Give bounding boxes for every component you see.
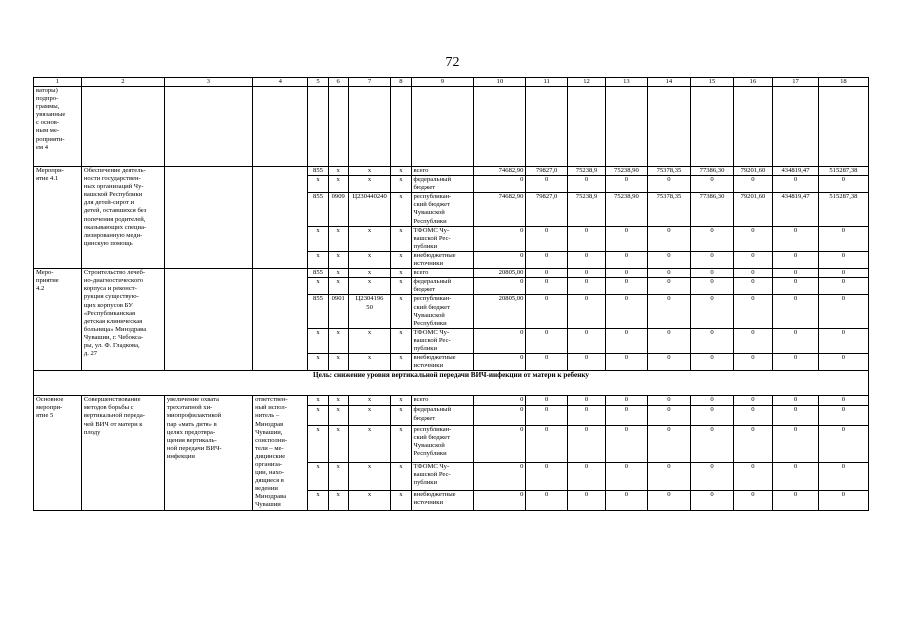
amount-cell: 0 [818, 425, 868, 462]
amount-cell: 0 [474, 425, 526, 462]
code-cell: x [391, 406, 411, 425]
amount-cell: 0 [733, 463, 772, 491]
code-cell: Ц2304196 50 [348, 295, 391, 328]
funding-source: республикан- ский бюджет Чувашской Республики [411, 425, 474, 462]
amount-cell: 0 [818, 463, 868, 491]
code-cell: x [308, 176, 328, 193]
code-cell: x [348, 406, 391, 425]
amount-cell: 0 [733, 226, 772, 251]
amount-cell: 0 [526, 269, 567, 278]
code-cell: x [391, 251, 411, 268]
code-cell: x [391, 425, 411, 462]
amount-cell: 0 [474, 396, 526, 406]
funding-source: республикан- ский бюджет Чувашской Республики [411, 295, 474, 328]
amount-cell: 0 [567, 396, 605, 406]
header-cell: 18 [818, 78, 868, 87]
amount-cell: 0 [733, 406, 772, 425]
amount-cell: 0 [818, 251, 868, 268]
amount-cell: 0 [606, 226, 647, 251]
code-cell: x [328, 396, 348, 406]
header-cell: 9 [411, 78, 474, 87]
amount-cell: 0 [818, 396, 868, 406]
code-cell: x [328, 491, 348, 510]
amount-cell: 0 [606, 176, 647, 193]
amount-cell: 75238,90 [606, 193, 647, 226]
amount-cell: 0 [567, 251, 605, 268]
amount-cell: 0 [691, 295, 734, 328]
amount-cell: 0 [567, 278, 605, 295]
amount-cell: 0 [733, 396, 772, 406]
budget-row [34, 396, 869, 406]
amount-cell: 75238,90 [606, 167, 647, 176]
code-cell: x [308, 251, 328, 268]
budget-row [34, 269, 869, 278]
amount-cell: 515287,38 [818, 167, 868, 176]
code-cell: x [348, 463, 391, 491]
code-cell: x [328, 176, 348, 193]
code-cell: x [391, 295, 411, 328]
amount-cell: 0 [526, 176, 567, 193]
amount-cell: 0 [647, 354, 691, 371]
amount-cell: 0 [606, 491, 647, 510]
code-cell: x [328, 226, 348, 251]
header-cell: 17 [773, 78, 819, 87]
amount-cell: 434819,47 [773, 193, 819, 226]
amount-cell: 0 [773, 425, 819, 462]
code-cell: x [391, 193, 411, 226]
amount-cell: 0 [773, 396, 819, 406]
code-cell: Ц230440240 [348, 193, 391, 226]
measure-label: Основное меропри- ятие 5 [34, 396, 82, 510]
amount-cell: 0 [567, 295, 605, 328]
header-cell: 3 [164, 78, 252, 87]
header-cell: 2 [81, 78, 164, 87]
code-cell: x [348, 167, 391, 176]
amount-cell: 0 [773, 406, 819, 425]
funding-source: федеральный бюджет [411, 278, 474, 295]
amount-cell: 79201,60 [733, 193, 772, 226]
code-cell: x [348, 328, 391, 353]
amount-cell: 0 [818, 328, 868, 353]
code-cell: x [348, 278, 391, 295]
amount-cell: 20805,00 [474, 269, 526, 278]
amount-cell: 0 [818, 176, 868, 193]
amount-cell: 0 [691, 406, 734, 425]
amount-cell: 0 [691, 328, 734, 353]
amount-cell: 0 [773, 269, 819, 278]
code-cell: x [348, 226, 391, 251]
amount-cell: 0 [733, 354, 772, 371]
amount-cell: 0 [733, 278, 772, 295]
goal-heading: Цель: снижение уровня вертикальной передачи ВИЧ-инфекции от матери к ребенку [34, 371, 869, 396]
amount-cell: 79827,0 [526, 193, 567, 226]
code-cell: x [348, 176, 391, 193]
measure-label: Меро- приятие 4.2 [34, 269, 82, 371]
funding-source: всего [411, 396, 474, 406]
amount-cell: 0 [733, 251, 772, 268]
code-cell: x [308, 354, 328, 371]
code-cell: x [391, 491, 411, 510]
expected-result-cell [164, 269, 252, 371]
amount-cell: 0 [773, 463, 819, 491]
code-cell: x [348, 396, 391, 406]
amount-cell: 0 [606, 425, 647, 462]
code-cell: x [328, 354, 348, 371]
code-cell: x [348, 491, 391, 510]
header-cell: 5 [308, 78, 328, 87]
expected-result-cell: увеличение охвата трехэтапной хи- миопрофилактикой пар «мать дитя» в целях предотвра- щения вертикаль- ной передачи ВИЧ- инфекции [164, 396, 252, 510]
continuation-text: ваторы) подпро- граммы, увязанные с основ- ным ме- роприяти- ем 4 [34, 87, 82, 167]
header-cell: 8 [391, 78, 411, 87]
amount-cell: 0 [647, 251, 691, 268]
amount-cell: 0 [474, 226, 526, 251]
header-cell: 14 [647, 78, 691, 87]
code-cell: x [308, 396, 328, 406]
amount-cell: 0 [818, 491, 868, 510]
header-cell: 13 [606, 78, 647, 87]
amount-cell: 0 [691, 491, 734, 510]
funding-source: федеральный бюджет [411, 406, 474, 425]
amount-cell: 75238,9 [567, 167, 605, 176]
amount-cell: 0 [606, 354, 647, 371]
amount-cell: 0 [567, 354, 605, 371]
executor-cell [253, 269, 308, 371]
amount-cell: 0 [691, 354, 734, 371]
header-cell: 4 [253, 78, 308, 87]
amount-cell: 0 [647, 278, 691, 295]
funding-source: ТФОМС Чу- вашской Рес- публики [411, 328, 474, 353]
amount-cell: 75378,35 [647, 193, 691, 226]
amount-cell: 0 [818, 269, 868, 278]
amount-cell: 0 [606, 269, 647, 278]
funding-source: республикан- ский бюджет Чувашской Республики [411, 193, 474, 226]
amount-cell: 0 [567, 176, 605, 193]
amount-cell: 0 [733, 328, 772, 353]
code-cell: 0909 [328, 193, 348, 226]
code-cell: x [308, 406, 328, 425]
funding-source: ТФОМС Чу- вашской Рес- публики [411, 463, 474, 491]
amount-cell: 0 [526, 295, 567, 328]
amount-cell: 0 [733, 295, 772, 328]
amount-cell: 0 [526, 406, 567, 425]
code-cell: x [328, 167, 348, 176]
amount-cell: 0 [526, 328, 567, 353]
amount-cell: 0 [474, 406, 526, 425]
measure-description: Совершенствование методов борьбы с вертикальной переда- чей ВИЧ от матери к плоду [81, 396, 164, 510]
amount-cell: 0 [567, 328, 605, 353]
amount-cell: 79201,60 [733, 167, 772, 176]
amount-cell: 0 [773, 491, 819, 510]
amount-cell: 0 [526, 278, 567, 295]
measure-description: Обеспечение деятель- ности государствен- ных организаций Чу- вашской Республики для детей-сирот и детей, оставшихся без попечения родителей, оказывающих специа- лизированную меди- цинскую помощь [81, 167, 164, 269]
amount-cell: 0 [818, 278, 868, 295]
code-cell: 855 [308, 167, 328, 176]
code-cell: x [328, 251, 348, 268]
amount-cell: 0 [474, 278, 526, 295]
amount-cell: 0 [691, 269, 734, 278]
funding-source: ТФОМС Чу- вашской Рес- публики [411, 226, 474, 251]
measure-description: Строительство лечеб- но-диагностического корпуса и реконст- рукция существую- щих корпусов БУ «Республиканская детская клиническая больница» Минздрава Чувашии, г. Чебокса- ры, ул. Ф. Гладкова, д. 27 [81, 269, 164, 371]
header-cell: 7 [348, 78, 391, 87]
amount-cell: 0 [606, 295, 647, 328]
program-table [33, 77, 869, 511]
code-cell: x [308, 226, 328, 251]
code-cell: 0901 [328, 295, 348, 328]
amount-cell: 0 [733, 491, 772, 510]
code-cell: x [391, 278, 411, 295]
amount-cell: 0 [691, 278, 734, 295]
funding-source: всего [411, 167, 474, 176]
amount-cell: 0 [733, 425, 772, 462]
amount-cell: 0 [818, 354, 868, 371]
code-cell: x [391, 226, 411, 251]
amount-cell: 0 [474, 463, 526, 491]
code-cell: x [308, 491, 328, 510]
code-cell: x [391, 396, 411, 406]
code-cell: x [328, 463, 348, 491]
executor-cell [253, 167, 308, 269]
code-cell: x [308, 425, 328, 462]
amount-cell: 79827,0 [526, 167, 567, 176]
funding-source: внебюджетные источники [411, 491, 474, 510]
amount-cell: 0 [818, 295, 868, 328]
funding-source: внебюджетные источники [411, 354, 474, 371]
amount-cell: 74682,90 [474, 193, 526, 226]
amount-cell: 0 [526, 463, 567, 491]
code-cell: x [391, 328, 411, 353]
amount-cell: 0 [606, 396, 647, 406]
amount-cell: 0 [733, 176, 772, 193]
code-cell: 855 [308, 269, 328, 278]
amount-cell: 77386,30 [691, 193, 734, 226]
amount-cell: 20805,00 [474, 295, 526, 328]
code-cell: x [348, 251, 391, 268]
amount-cell: 0 [773, 278, 819, 295]
funding-source: внебюджетные источники [411, 251, 474, 268]
amount-cell: 0 [773, 251, 819, 268]
amount-cell: 0 [691, 425, 734, 462]
amount-cell: 77386,30 [691, 167, 734, 176]
amount-cell: 0 [733, 269, 772, 278]
amount-cell: 0 [526, 491, 567, 510]
amount-cell: 434819,47 [773, 167, 819, 176]
amount-cell: 0 [474, 354, 526, 371]
amount-cell: 0 [606, 328, 647, 353]
code-cell: x [391, 167, 411, 176]
amount-cell: 0 [647, 295, 691, 328]
header-cell: 6 [328, 78, 348, 87]
amount-cell: 0 [567, 463, 605, 491]
code-cell: x [328, 328, 348, 353]
code-cell: x [328, 269, 348, 278]
header-row [34, 78, 869, 87]
amount-cell: 0 [691, 463, 734, 491]
header-cell: 11 [526, 78, 567, 87]
amount-cell: 0 [773, 295, 819, 328]
amount-cell: 0 [691, 226, 734, 251]
header-cell: 15 [691, 78, 734, 87]
code-cell: x [348, 269, 391, 278]
amount-cell: 0 [647, 491, 691, 510]
amount-cell: 75378,35 [647, 167, 691, 176]
budget-row [34, 167, 869, 176]
amount-cell: 0 [567, 406, 605, 425]
amount-cell: 0 [647, 396, 691, 406]
amount-cell: 0 [818, 406, 868, 425]
code-cell: x [308, 328, 328, 353]
amount-cell: 0 [567, 425, 605, 462]
code-cell: 855 [308, 193, 328, 226]
funding-source: всего [411, 269, 474, 278]
code-cell: x [328, 278, 348, 295]
amount-cell: 0 [773, 328, 819, 353]
amount-cell: 0 [526, 396, 567, 406]
amount-cell: 0 [606, 463, 647, 491]
code-cell: x [391, 176, 411, 193]
amount-cell: 0 [773, 176, 819, 193]
amount-cell: 0 [647, 269, 691, 278]
continuation-row [34, 87, 869, 167]
amount-cell: 0 [526, 251, 567, 268]
goal-row [34, 371, 869, 396]
amount-cell: 0 [647, 406, 691, 425]
code-cell: x [348, 425, 391, 462]
amount-cell: 0 [474, 176, 526, 193]
amount-cell: 515287,38 [818, 193, 868, 226]
amount-cell: 0 [567, 269, 605, 278]
code-cell: x [308, 463, 328, 491]
amount-cell: 75238,9 [567, 193, 605, 226]
code-cell: x [391, 463, 411, 491]
amount-cell: 0 [606, 406, 647, 425]
amount-cell: 0 [526, 226, 567, 251]
amount-cell: 0 [526, 425, 567, 462]
code-cell: x [348, 354, 391, 371]
header-cell: 10 [474, 78, 526, 87]
amount-cell: 0 [647, 463, 691, 491]
amount-cell: 0 [526, 354, 567, 371]
amount-cell: 0 [818, 226, 868, 251]
code-cell: x [328, 406, 348, 425]
header-cell: 12 [567, 78, 605, 87]
page-number: 72 [445, 55, 460, 70]
header-cell: 16 [733, 78, 772, 87]
code-cell: x [308, 278, 328, 295]
amount-cell: 0 [647, 226, 691, 251]
amount-cell: 0 [647, 425, 691, 462]
code-cell: 855 [308, 295, 328, 328]
amount-cell: 0 [567, 491, 605, 510]
amount-cell: 0 [647, 328, 691, 353]
amount-cell: 0 [691, 396, 734, 406]
table-body [34, 78, 869, 511]
executor-cell: ответствен- ный испол- нитель – Минздрав Чувашии, соисполни- тели – ме- дицинские организа- ции, нахо- дящиеся в ведении Минздрава Чувашии [253, 396, 308, 510]
amount-cell: 0 [606, 278, 647, 295]
amount-cell: 0 [606, 251, 647, 268]
amount-cell: 0 [474, 251, 526, 268]
funding-source: федеральный бюджет [411, 176, 474, 193]
measure-label: Меропри- ятие 4.1 [34, 167, 82, 269]
amount-cell: 0 [567, 226, 605, 251]
amount-cell: 0 [773, 226, 819, 251]
amount-cell: 0 [474, 491, 526, 510]
amount-cell: 0 [691, 176, 734, 193]
expected-result-cell [164, 167, 252, 269]
amount-cell: 0 [647, 176, 691, 193]
code-cell: x [328, 425, 348, 462]
amount-cell: 0 [691, 251, 734, 268]
amount-cell: 0 [773, 354, 819, 371]
amount-cell: 74682,90 [474, 167, 526, 176]
header-cell: 1 [34, 78, 82, 87]
code-cell: x [391, 269, 411, 278]
code-cell: x [391, 354, 411, 371]
amount-cell: 0 [474, 328, 526, 353]
